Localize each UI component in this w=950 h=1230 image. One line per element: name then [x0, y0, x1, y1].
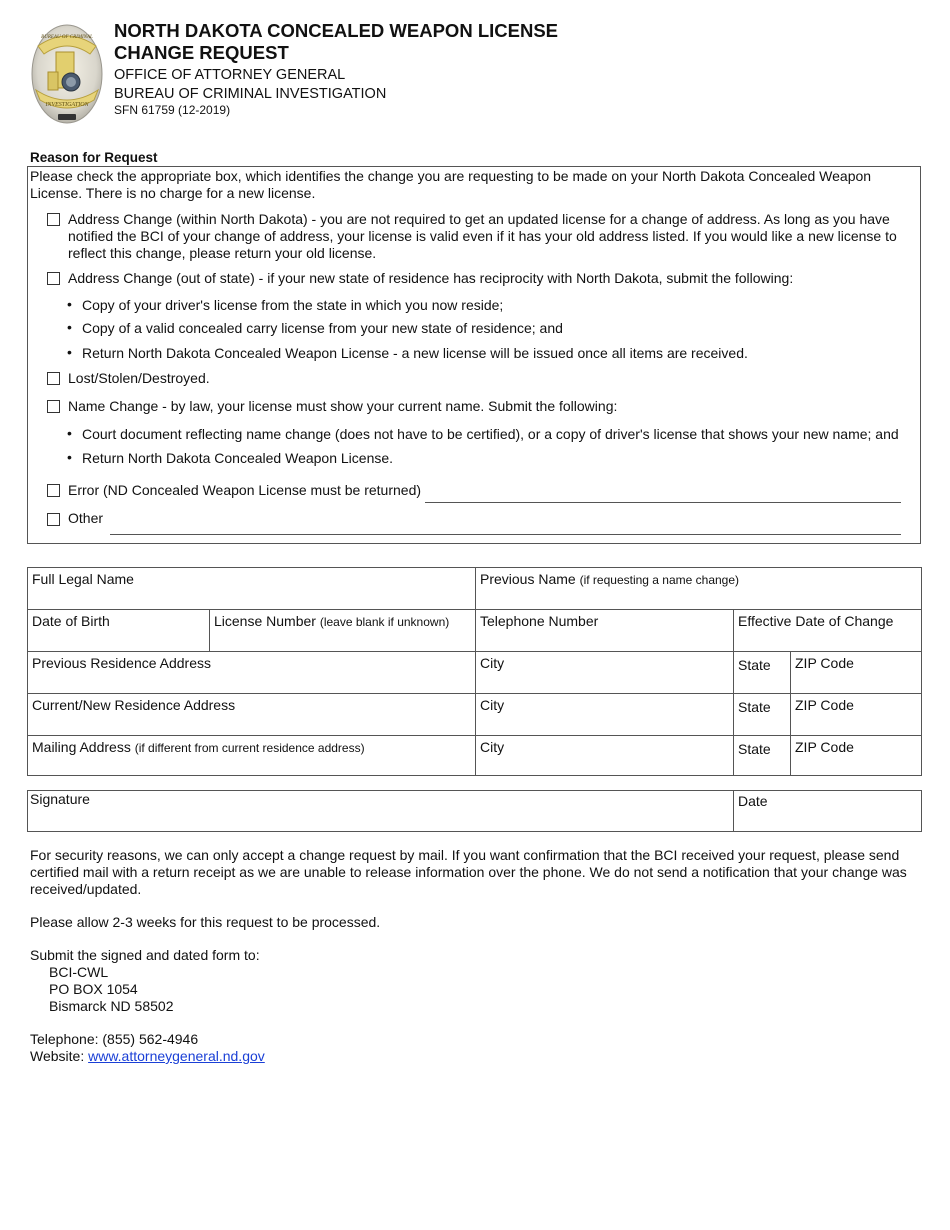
security-note: For security reasons, we can only accept a change request by mail. If you want confirmation that the BCI received your request, please send certified mail with a return receipt as we are unable to release information over the phone. We do not send a notification that your change was received/updated. — [30, 847, 907, 897]
option-address-change-out-of-state: Address Change (out of state) - if your new state of residence has reciprocity with North Dakota, submit the following: — [68, 270, 794, 286]
address-line-3: Bismarck ND 58502 — [49, 998, 174, 1014]
date-of-birth-field[interactable]: Date of Birth — [28, 610, 210, 652]
option-error: Error (ND Concealed Weapon License must be returned) — [68, 482, 422, 498]
telephone-field[interactable]: Telephone Number — [476, 610, 734, 652]
error-details-input[interactable] — [425, 502, 901, 503]
current-zip-field[interactable]: ZIP Code — [791, 694, 922, 736]
other-details-input[interactable] — [110, 534, 901, 535]
option-other: Other — [68, 510, 104, 526]
address-line-2: PO BOX 1054 — [49, 981, 138, 997]
contact-info — [30, 1031, 930, 1065]
option-address-change-in-state: Address Change (within North Dakota) - you are not required to get an updated license for a change of address. As long as you have notified the BCI of your change of address, your license is valid even if it has your old address listed. If you would like a new license to reflect this change, please return your old license. — [68, 211, 897, 261]
signature-table — [27, 790, 922, 832]
list-item: • Copy of a valid concealed carry license from your new state of residence; and — [67, 319, 563, 336]
address-line-1: BCI-CWL — [49, 964, 109, 980]
mailing-zip-field[interactable]: ZIP Code — [795, 739, 854, 755]
effective-date-field[interactable]: Effective Date of Change — [734, 610, 922, 652]
applicant-info-table — [27, 567, 922, 776]
option-name-change: Name Change - by law, your license must show your current name. Submit the following: — [68, 398, 618, 414]
svg-text:BUREAU OF CRIMINAL: BUREAU OF CRIMINAL — [41, 35, 93, 40]
form-number: SFN 61759 (12-2019) — [114, 103, 231, 117]
previous-name-field[interactable]: Previous Name (if requesting a name change) — [476, 568, 922, 610]
previous-city-field[interactable]: City — [476, 652, 734, 694]
checkbox-other[interactable] — [47, 513, 60, 526]
license-number-field[interactable]: License Number (leave blank if unknown) — [210, 610, 476, 652]
website-link[interactable]: www.attorneygeneral.nd.gov — [88, 1048, 265, 1064]
svg-text:INVESTIGATION: INVESTIGATION — [45, 102, 89, 108]
checkbox-error[interactable] — [47, 484, 60, 497]
form-title — [114, 20, 558, 64]
reason-section-label: Reason for Request — [30, 150, 158, 165]
full-legal-name-field[interactable]: Full Legal Name — [28, 568, 476, 610]
submit-label: Submit the signed and dated form to: — [30, 947, 260, 963]
list-item: • Return North Dakota Concealed Weapon License. — [67, 449, 394, 466]
mailing-city-field[interactable]: City — [476, 736, 734, 775]
previous-address-field[interactable]: Previous Residence Address — [28, 652, 476, 694]
date-field[interactable]: Date — [738, 793, 768, 809]
title-line-1: NORTH DAKOTA CONCEALED WEAPON LICENSE — [114, 20, 558, 41]
current-state-field[interactable]: State — [734, 694, 791, 736]
agency-block — [114, 66, 386, 103]
title-line-2: CHANGE REQUEST — [114, 42, 289, 63]
current-address-field[interactable]: Current/New Residence Address — [28, 694, 476, 736]
website-row: Website: www.attorneygeneral.nd.gov — [30, 1048, 265, 1064]
signature-field[interactable]: Signature — [28, 791, 734, 831]
option-lost-stolen-destroyed: Lost/Stolen/Destroyed. — [68, 370, 210, 386]
bullet-icon: • — [67, 319, 72, 335]
list-item: • Copy of your driver's license from the state in which you now reside; — [67, 296, 504, 313]
mailing-address-field[interactable]: Mailing Address (if different from current residence address) — [28, 736, 476, 775]
mailing-instructions — [30, 947, 930, 1015]
previous-zip-field[interactable]: ZIP Code — [791, 652, 922, 694]
bureau-name: BUREAU OF CRIMINAL INVESTIGATION — [114, 85, 387, 102]
office-name: OFFICE OF ATTORNEY GENERAL — [114, 67, 346, 83]
current-city-field[interactable]: City — [476, 694, 734, 736]
bullet-icon: • — [67, 344, 72, 360]
checkbox-name-change[interactable] — [47, 400, 60, 413]
bullet-icon: • — [67, 425, 72, 441]
checkbox-lost-stolen-destroyed[interactable] — [47, 372, 60, 385]
mailing-state-field[interactable]: State — [734, 736, 791, 775]
checkbox-address-change-in-state[interactable] — [47, 213, 60, 226]
reason-intro: Please check the appropriate box, which identifies the change you are requesting to be made on your North Dakota Concealed Weapon License. There is no charge for a new license. — [30, 168, 872, 201]
list-item: • Return North Dakota Concealed Weapon License - a new license will be issued once all items are received. — [67, 344, 748, 361]
previous-state-field[interactable]: State — [734, 652, 791, 694]
telephone: Telephone: (855) 562-4946 — [30, 1031, 199, 1047]
bci-badge-icon — [30, 24, 104, 126]
bullet-icon: • — [67, 296, 72, 312]
processing-note: Please allow 2-3 weeks for this request to be processed. — [30, 914, 381, 930]
checkbox-address-change-out-of-state[interactable] — [47, 272, 60, 285]
list-item: • Court document reflecting name change (does not have to be certified), or a copy of driver's license that shows your new name; and — [67, 425, 899, 442]
bullet-icon: • — [67, 449, 72, 465]
